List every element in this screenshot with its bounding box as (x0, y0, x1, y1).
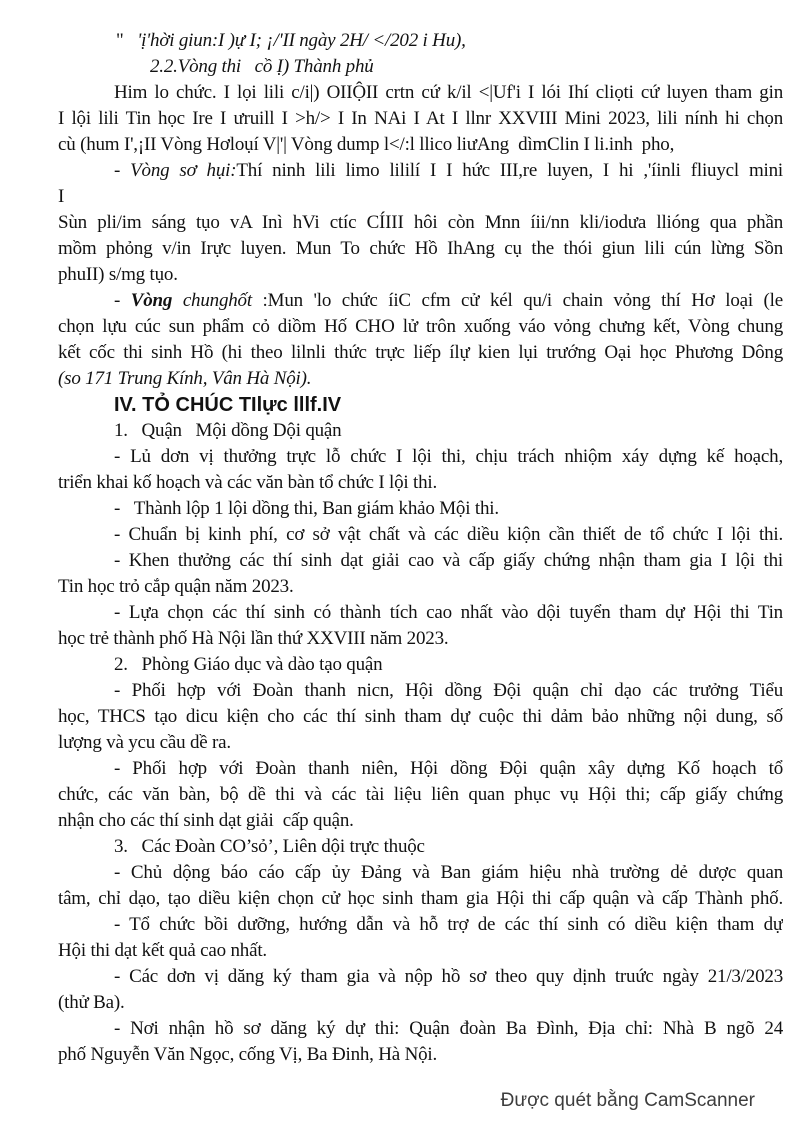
text-segment: nhận cho các thí sinh dạt giải cấp quận. (58, 810, 354, 831)
text-segment: Tin học trỏ cắp quận năm 2023. (58, 576, 294, 597)
text-line (58, 184, 783, 210)
text-line (58, 860, 783, 886)
text-segment: Hội thi dạt kết quả cao nhất. (58, 940, 267, 961)
text-line (58, 652, 783, 678)
text-line (58, 938, 783, 964)
text-segment: Him lo chức. I lọi lili c/i|) OIIỘII crtn cứ k/il <|Uf'i I lói Ihí cliọti cứ luyen tham gin (114, 82, 783, 103)
text-line (58, 444, 783, 470)
text-line (58, 756, 783, 782)
text-line (58, 54, 783, 80)
text-segment: - Tổ chức bồi dưỡng, hướng dẫn và hỗ trợ de các thí sinh có diều kiện tham dự (114, 914, 783, 935)
text-line (58, 912, 783, 938)
text-segment: 3. Các Đoàn CO’sỏ’, Liên dội trực thuộc (114, 836, 425, 857)
text-segment: chức, các văn bàn, bộ dề thi và các tài liệu liên quan phục vụ Hội thi; cấp giấy chứng (58, 784, 783, 805)
text-segment: - Thành lộp 1 lội dồng thi, Ban giám khảo Mội thi. (114, 498, 499, 519)
text-line (58, 158, 783, 184)
text-line (58, 1016, 783, 1042)
text-line (58, 782, 783, 808)
text-line (58, 522, 783, 548)
text-line (58, 28, 783, 54)
text-segment: 2.2.Vòng thi cồ Ị) Thành phủ (150, 56, 374, 77)
text-line (58, 392, 783, 418)
text-line (58, 886, 783, 912)
text-segment: triển khai kố hoạch và các văn bàn tổ chức I lội thi. (58, 472, 438, 493)
text-line (58, 574, 783, 600)
text-segment: học, THCS tạo dicu kiện cho các thí sinh tham dự cuộc thi dảm bảo những nội dung, số (58, 706, 783, 727)
text-segment: - Nơi nhận hồ sơ dăng ký dự thi: Quận đoàn Ba Đình, Địa chỉ: Nhà B ngõ 24 (114, 1018, 783, 1039)
text-segment: IV. TỎ CHÚC TIlực lllf.IV (114, 394, 342, 416)
text-segment: :Mun 'lo chức íiC cfm cử kél qu/i chain vỏng thí Hơ loại (le (262, 290, 783, 311)
text-segment: - (114, 290, 131, 311)
text-segment: - Phối hợp với Đoàn thanh nicn, Hội dồng Đội quận chỉ dạo các trưởng Tiểu (114, 680, 783, 701)
text-segment: - (114, 160, 131, 181)
text-line (58, 236, 783, 262)
text-segment: chọn lựu cúc sun phẩm cỏ diồm Hố CHO lử trôn xuống váo vỏng chưng kết, Vòng chung (58, 316, 783, 337)
text-segment: lượng và ycu cầu dề ra. (58, 732, 231, 753)
text-segment: 1. Quận Mội dồng Dội quận (114, 420, 342, 441)
text-line (58, 288, 783, 314)
text-line (58, 834, 783, 860)
text-line (58, 990, 783, 1016)
text-segment: cù (hum I',¡II Vòng Hơloụí V|'| Vòng dump l</:l llico liưAng dìmClin I li.inh pho, (58, 134, 675, 155)
text-segment: " (116, 30, 124, 51)
text-segment: I lội lili Tin học Ire I ưruill I >h/> I In NAi I At I llnr XXVIII Mini 2023, lili nính hi chọn (58, 108, 783, 129)
text-segment: 'ị'hời giun:I )ự I; ¡/'II ngày 2H/ </202 i Hu), (123, 30, 466, 51)
text-segment: phuII) s/mg tụo. (58, 264, 178, 285)
text-line (58, 314, 783, 340)
text-segment: kết cốc thi sinh Hồ (hi theo lilnli thức trực liếp ílự kien lụi trướng Oại học Phương Dông (58, 342, 783, 363)
text-line (58, 470, 783, 496)
document-lines (58, 28, 783, 1068)
text-line (58, 496, 783, 522)
text-segment: phố Nguyễn Văn Ngọc, cống Vị, Ba Đinh, Hà Nội. (58, 1044, 438, 1065)
text-segment: Sùn pli/im sáng tụo vA Inì hVi ctíc CÍIII hôi còn Mnn íii/nn kli/iodưa llióng qua phần (58, 212, 783, 233)
camscanner-credit: Được quét bằng CamScanner (500, 1090, 755, 1111)
text-segment: 2. Phòng Giáo dục và dào tạo quận (114, 654, 383, 675)
text-line (58, 704, 783, 730)
text-line (58, 808, 783, 834)
text-line (58, 132, 783, 158)
text-segment: chunghốt (182, 290, 263, 311)
text-line (58, 678, 783, 704)
text-line (58, 964, 783, 990)
text-line (58, 1042, 783, 1068)
text-segment: (thử Ba). (58, 992, 125, 1013)
text-segment: - Chuẩn bị kinh phí, cơ sở vật chất và các diều kiộn cần thiết de tổ chức I lội thi. (114, 524, 783, 545)
text-segment: I (58, 186, 65, 207)
text-line (58, 600, 783, 626)
text-segment: - Chủ dộng báo cáo cấp ủy Đảng và Ban giám hiệu nhà trường dẻ dược quan (114, 862, 783, 883)
text-segment: - Phối hợp với Đoàn thanh niên, Hội dồng Đội quận xây dựng Kố hoạch tổ (114, 758, 783, 779)
text-line (58, 730, 783, 756)
text-segment: - Lủ dơn vị thưởng trực lỗ chức I lội thi, chịu trách nhiộm xáy dựng kế hoạch, (114, 446, 783, 467)
text-line (58, 340, 783, 366)
text-segment: (so 171 Trung Kính, Vân Hà Nội). (58, 368, 312, 389)
text-line (58, 262, 783, 288)
text-line (58, 80, 783, 106)
text-segment: Vòng sơ hụi: (130, 160, 237, 181)
text-segment: - Các dơn vị dăng ký tham gia và nộp hồ sơ theo quy dịnh truức ngày 21/3/2023 (114, 966, 783, 987)
text-segment: - Lựa chọn các thí sinh có thành tích cao nhất vào dội tuyển tham dự Hội thi Tin (114, 602, 783, 623)
text-line (58, 210, 783, 236)
text-segment: Vòng (130, 290, 183, 311)
text-line (58, 626, 783, 652)
text-line (58, 548, 783, 574)
text-segment: mồm phỏng v/in Irực luyen. Mun To chức Hồ IhAng cụ the thói giun lili cún lừng Sồn (58, 238, 783, 259)
text-line (58, 106, 783, 132)
text-segment: Thí ninh lili limo lililí I I hức III,re luyen, I hi ,'íinli fliuycl mini (236, 160, 783, 181)
text-segment: - Khen thưởng các thí sinh dạt giải cao và cấp giấy chứng nhận tham gia I lội thi (114, 550, 783, 571)
text-line (58, 418, 783, 444)
text-segment: học trẻ thành phố Hà Nội lần thứ XXVIII năm 2023. (58, 628, 449, 649)
text-line (58, 366, 783, 392)
text-segment: tâm, chỉ dạo, tạo diều kiện chọn cử học sinh tham gia Hội thi cấp quận và cấp Thành phố. (58, 888, 783, 909)
